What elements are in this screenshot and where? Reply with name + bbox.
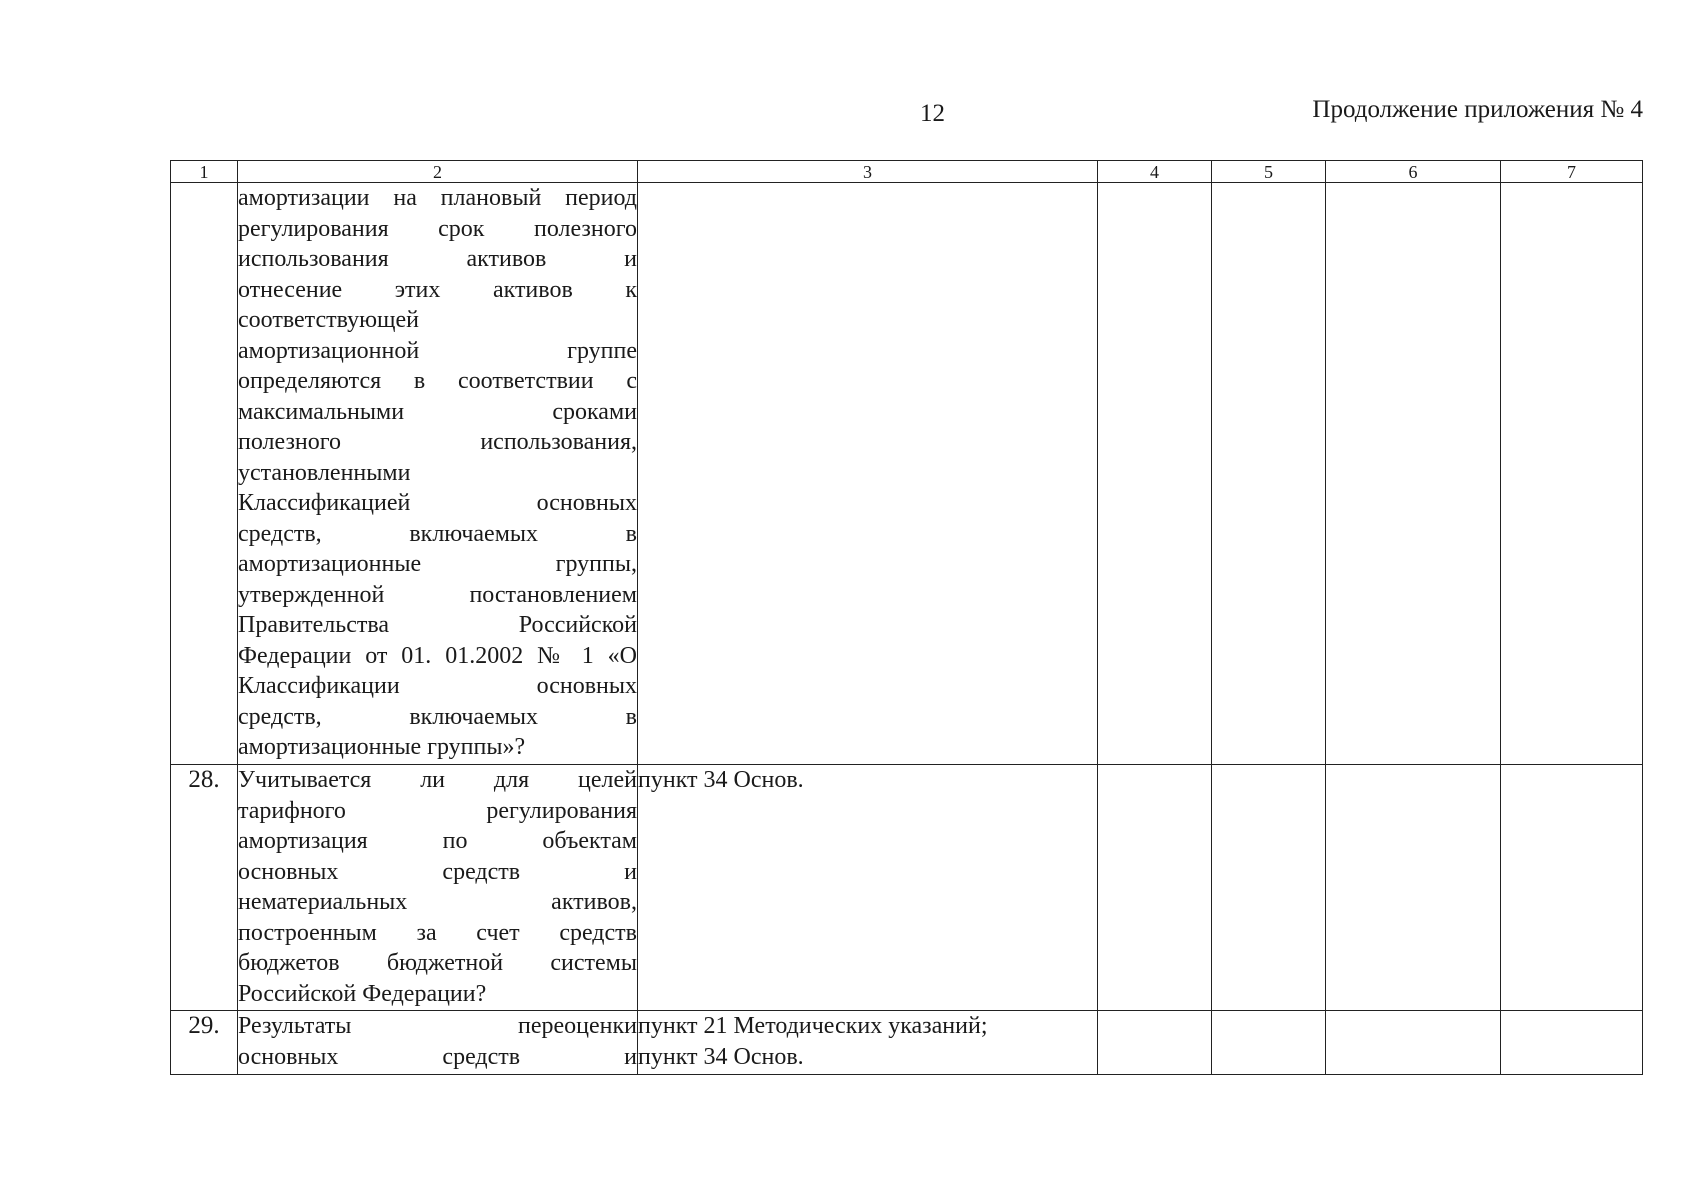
question-line: бюджетов бюджетной системы bbox=[238, 950, 637, 976]
page-number: 12 bbox=[920, 100, 945, 127]
question-line: Правительства Российской bbox=[238, 612, 637, 638]
question-line: построенным за счет средств bbox=[238, 919, 637, 946]
question-line: полезного использования, bbox=[238, 429, 637, 455]
question-line: основных средств и bbox=[238, 1043, 637, 1070]
table-row bbox=[171, 183, 1643, 765]
legal-reference bbox=[638, 183, 1098, 765]
empty-cell bbox=[1098, 183, 1212, 765]
empty-cell bbox=[1098, 765, 1212, 1011]
legal-reference bbox=[638, 1011, 1098, 1075]
empty-cell bbox=[1501, 1011, 1643, 1075]
question-line: регулирования срок полезного bbox=[238, 215, 637, 242]
column-header-7: 7 bbox=[1501, 161, 1643, 183]
empty-cell bbox=[1212, 183, 1326, 765]
empty-cell bbox=[1326, 765, 1501, 1011]
appendix-continuation-heading: Продолжение приложения № 4 bbox=[1312, 96, 1643, 123]
legal-reference bbox=[638, 765, 1098, 1011]
question-line: средств, включаемых в bbox=[238, 703, 637, 730]
question-line: амортизация по объектам bbox=[238, 828, 637, 854]
question-line: установленными bbox=[238, 459, 411, 486]
row-number: 28. bbox=[171, 765, 238, 1011]
question-line: тарифного регулирования bbox=[238, 797, 637, 824]
empty-cell bbox=[1326, 183, 1501, 765]
question-line: нематериальных активов, bbox=[238, 889, 637, 915]
question-line: отнесение этих активов к bbox=[238, 276, 637, 303]
question-line: определяются в соответствии с bbox=[238, 368, 637, 394]
reference-line: пункт 34 Основ. bbox=[638, 767, 804, 793]
question-text bbox=[238, 183, 638, 765]
question-line: Классификацией основных bbox=[238, 490, 637, 516]
reference-line: пункт 21 Методических указаний; bbox=[638, 1013, 988, 1039]
row-number bbox=[171, 183, 238, 765]
question-line: максимальными сроками bbox=[238, 398, 637, 425]
question-line: Учитывается ли для целей bbox=[238, 767, 637, 793]
empty-cell bbox=[1212, 765, 1326, 1011]
question-line: соответствующей bbox=[238, 307, 420, 333]
column-header-2: 2 bbox=[238, 161, 638, 183]
column-header-1: 1 bbox=[171, 161, 238, 183]
reference-line: пункт 34 Основ. bbox=[638, 1043, 804, 1070]
empty-cell bbox=[1501, 183, 1643, 765]
column-header-5: 5 bbox=[1212, 161, 1326, 183]
column-header-4: 4 bbox=[1098, 161, 1212, 183]
question-line: Российской Федерации? bbox=[238, 980, 487, 1007]
empty-cell bbox=[1098, 1011, 1212, 1075]
question-text bbox=[238, 765, 638, 1011]
question-line: утвержденной постановлением bbox=[238, 581, 637, 608]
question-line: использования активов и bbox=[238, 246, 637, 272]
column-number-row bbox=[171, 161, 1643, 183]
column-header-6: 6 bbox=[1326, 161, 1501, 183]
question-line: Результаты переоценки bbox=[238, 1013, 637, 1039]
question-line: Федерации от 01. 01.2002 № 1 «О bbox=[238, 642, 637, 669]
question-line: амортизационной группе bbox=[238, 337, 637, 364]
question-text bbox=[238, 1011, 638, 1075]
table-row bbox=[171, 765, 1643, 1011]
column-header-3: 3 bbox=[638, 161, 1098, 183]
question-line: амортизационные группы, bbox=[238, 551, 637, 577]
row-number: 29. bbox=[171, 1011, 238, 1075]
question-line: средств, включаемых в bbox=[238, 520, 637, 547]
table-row bbox=[171, 1011, 1643, 1075]
checklist-table bbox=[170, 160, 1643, 1075]
question-line: Классификации основных bbox=[238, 673, 637, 699]
question-line: основных средств и bbox=[238, 858, 637, 885]
question-line: амортизационные группы»? bbox=[238, 734, 526, 760]
question-line: амортизации на плановый период bbox=[238, 185, 637, 211]
empty-cell bbox=[1501, 765, 1643, 1011]
empty-cell bbox=[1212, 1011, 1326, 1075]
empty-cell bbox=[1326, 1011, 1501, 1075]
